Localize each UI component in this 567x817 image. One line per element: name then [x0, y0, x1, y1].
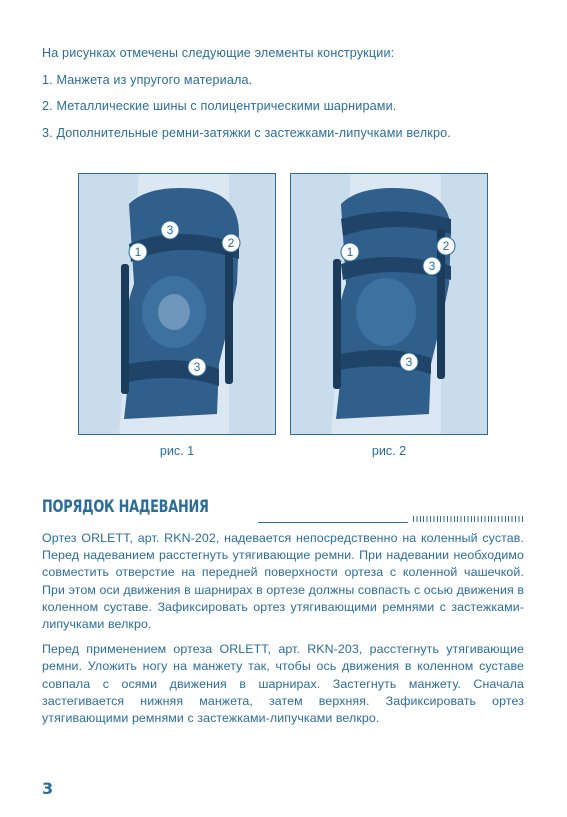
marker-2-label: 2	[227, 236, 235, 250]
marker-3-bottom-label: 3	[405, 355, 413, 369]
instructions-paragraph-2: Перед применением ортеза ORLETT, арт. RKN-203, расстегнуть утягивающие ремни. Уложить ногу на манжету так, чтобы ось движения в коленном суставе совпала с осями движения в шарнирах. Застегнуть манжету. Сначала застегивается нижняя манжета, затем верхняя. Зафиксировать ортез утягивающими ремнями с застежками-липучками велкро.	[42, 642, 524, 726]
page-number: 3	[42, 779, 54, 798]
marker-1-label: 1	[134, 245, 142, 259]
marker-3-bottom-badge	[188, 358, 206, 376]
instructions-paragraph-1: Ортез ORLETT, арт. RKN-202, надевается непосредственно на коленный сустав. Перед надеванием расстегнуть утягивающие ремни. При надевании необходимо совместить отверстие на передней поверхности ортеза с коленной чашечкой. При этом оси движения в шарнирах в ортезе должны совпасть с осью движения в коленном суставе. Зафиксировать ортез утягивающими ремнями с застежками-липучками велкро.	[42, 531, 524, 632]
marker-1-badge	[341, 243, 359, 261]
section-heading: ПОРЯДОК НАДЕВАНИЯ	[42, 497, 209, 516]
intro-item-1: 1. Манжета из упругого материала.	[42, 72, 253, 87]
figure-1-photo	[78, 173, 276, 435]
heading-rule	[258, 522, 408, 523]
marker-3-top-badge	[161, 221, 179, 239]
intro-item-3: 3. Дополнительные ремни-затяжки с застежками-липучками велкро.	[42, 125, 451, 140]
marker-2-badge	[222, 234, 240, 252]
marker-2-label: 2	[442, 239, 450, 253]
figure-2-caption: рис. 2	[371, 444, 407, 458]
marker-3-top-label: 3	[428, 259, 436, 273]
marker-2-badge	[437, 237, 455, 255]
marker-3-top-label: 3	[166, 223, 174, 237]
marker-3-bottom-badge	[400, 353, 418, 371]
marker-1-label: 1	[346, 245, 354, 259]
intro-block	[42, 40, 542, 146]
figure-1-caption: рис. 1	[159, 444, 195, 458]
instructions-body	[42, 530, 524, 735]
heading-dotted-rule	[413, 516, 525, 522]
figure-2-photo	[290, 173, 488, 435]
marker-1-badge	[129, 243, 147, 261]
intro-item-2: 2. Металлические шины с полицентрическими шарнирами.	[42, 99, 397, 113]
marker-3-bottom-label: 3	[193, 360, 201, 374]
marker-3-top-badge	[423, 257, 441, 275]
intro-lead: На рисунках отмечены следующие элементы конструкции:	[42, 46, 395, 60]
